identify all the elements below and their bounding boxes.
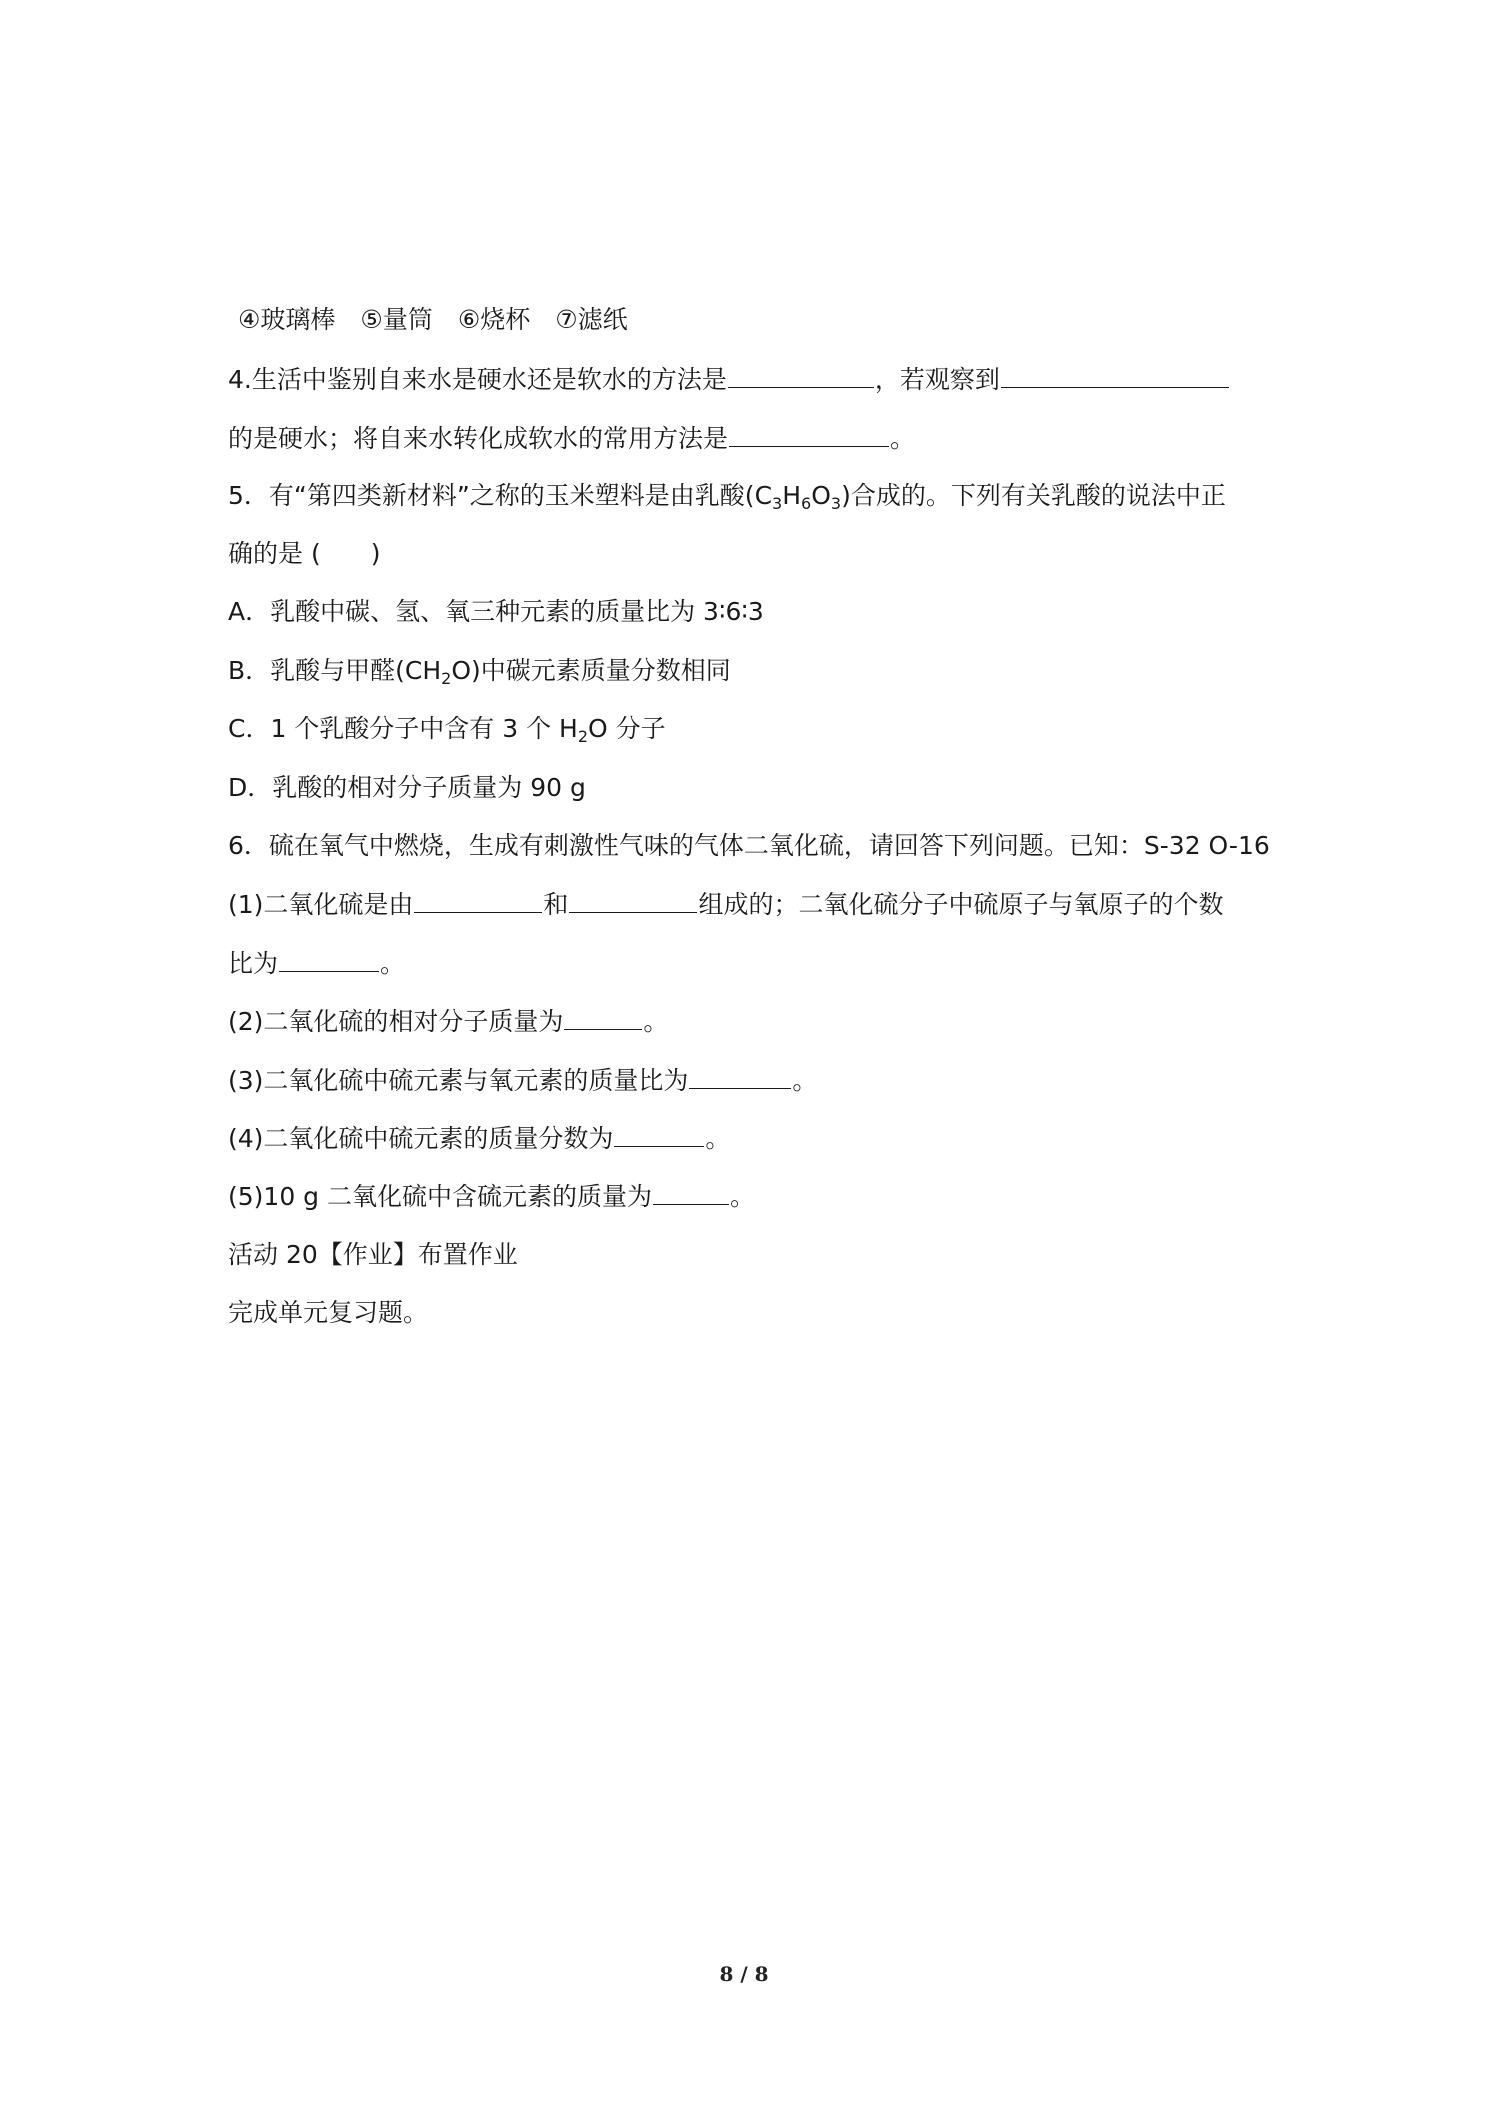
answer-blank[interactable] — [564, 1005, 642, 1030]
homework-line — [228, 1297, 428, 1329]
question-6-1-text: 比为 — [228, 949, 279, 978]
subscript: 2 — [577, 727, 589, 746]
question-6-4-text: 。 — [705, 1124, 731, 1153]
answer-blank[interactable] — [614, 1122, 704, 1147]
question-5-text: O — [811, 481, 831, 510]
question-6-3-text: (3)二氧化硫中硫元素与氧元素的质量比为 — [228, 1066, 689, 1095]
activity-heading — [228, 1239, 518, 1271]
option-b-text: B．乳酸与甲醛(CH — [228, 656, 442, 685]
option-d-text: D．乳酸的相对分子质量为 90 g — [228, 773, 586, 802]
option-b — [228, 655, 731, 687]
question-6-2-text: 。 — [643, 1007, 669, 1036]
option-c — [228, 713, 666, 745]
question-6-1-text: 和 — [543, 890, 569, 919]
subscript: 6 — [801, 494, 812, 513]
question-4-line-2 — [228, 422, 915, 455]
option-c-text: C．1 个乳酸分子中含有 3 个 H — [228, 714, 578, 743]
answer-blank[interactable] — [414, 888, 542, 913]
answer-blank[interactable] — [653, 1180, 729, 1205]
equipment-list-text: ④玻璃棒 ⑤量筒 ⑥烧杯 ⑦滤纸 — [238, 305, 628, 334]
question-6-text: 6．硫在氧气中燃烧，生成有刺激性气味的气体二氧化硫，请回答下列问题。已知：S-32 O-16 — [228, 831, 1270, 860]
equipment-list-line — [238, 304, 628, 336]
page-number: 8 / 8 — [719, 1962, 769, 1986]
question-4-text: ，若观察到 — [874, 365, 1000, 394]
option-d — [228, 772, 586, 804]
question-6-5-text: 。 — [730, 1182, 756, 1211]
question-6-1-text: (1)二氧化硫是由 — [228, 890, 414, 919]
answer-blank[interactable] — [1001, 363, 1229, 388]
question-6-line — [228, 830, 1270, 862]
question-6-2-text: (2)二氧化硫的相对分子质量为 — [228, 1007, 564, 1036]
question-5-text: 确的是 ( ) — [228, 539, 381, 568]
question-6-1-text: 组成的；二氧化硫分子中硫原子与氧原子的个数 — [698, 890, 1224, 919]
question-4-text: 。 — [890, 424, 916, 453]
question-4-text: 的是硬水；将自来水转化成软水的常用方法是 — [228, 424, 729, 453]
subscript: 3 — [772, 494, 783, 513]
question-6-1-line-2 — [228, 947, 405, 980]
question-6-2-line — [228, 1005, 668, 1038]
question-6-5-text: (5)10 g 二氧化硫中含硫元素的质量为 — [228, 1182, 652, 1211]
question-4-text: 4.生活中鉴别自来水是硬水还是软水的方法是 — [228, 365, 727, 394]
question-5-text: )合成的。下列有关乳酸的说法中正 — [841, 481, 1226, 510]
question-5-text: 5．有“第四类新材料”之称的玉米塑料是由乳酸(C — [228, 481, 773, 510]
subscript: 3 — [830, 494, 842, 513]
answer-blank[interactable] — [728, 363, 874, 388]
option-a — [228, 596, 764, 628]
question-6-4-line — [228, 1122, 730, 1155]
question-6-1-text: 。 — [380, 949, 406, 978]
answer-blank[interactable] — [689, 1064, 791, 1089]
activity-heading-text: 活动 20【作业】布置作业 — [228, 1240, 518, 1269]
question-4-line-1 — [228, 363, 1230, 396]
question-6-3-line — [228, 1064, 817, 1097]
homework-text: 完成单元复习题。 — [228, 1298, 429, 1327]
option-c-text: O 分子 — [588, 714, 666, 743]
answer-blank[interactable] — [569, 888, 697, 913]
option-a-text: A．乳酸中碳、氢、氧三种元素的质量比为 3∶6∶3 — [228, 597, 764, 626]
question-6-4-text: (4)二氧化硫中硫元素的质量分数为 — [228, 1124, 614, 1153]
question-5-line-1 — [228, 480, 1226, 512]
option-b-text: O)中碳元素质量分数相同 — [451, 656, 731, 685]
question-6-3-text: 。 — [792, 1066, 818, 1095]
question-5-text: H — [782, 481, 802, 510]
subscript: 2 — [441, 669, 452, 688]
answer-blank[interactable] — [279, 947, 379, 972]
question-5-line-2 — [228, 538, 380, 570]
question-6-1-line-1 — [228, 888, 1223, 921]
answer-blank[interactable] — [729, 422, 889, 447]
question-6-5-line — [228, 1180, 755, 1213]
